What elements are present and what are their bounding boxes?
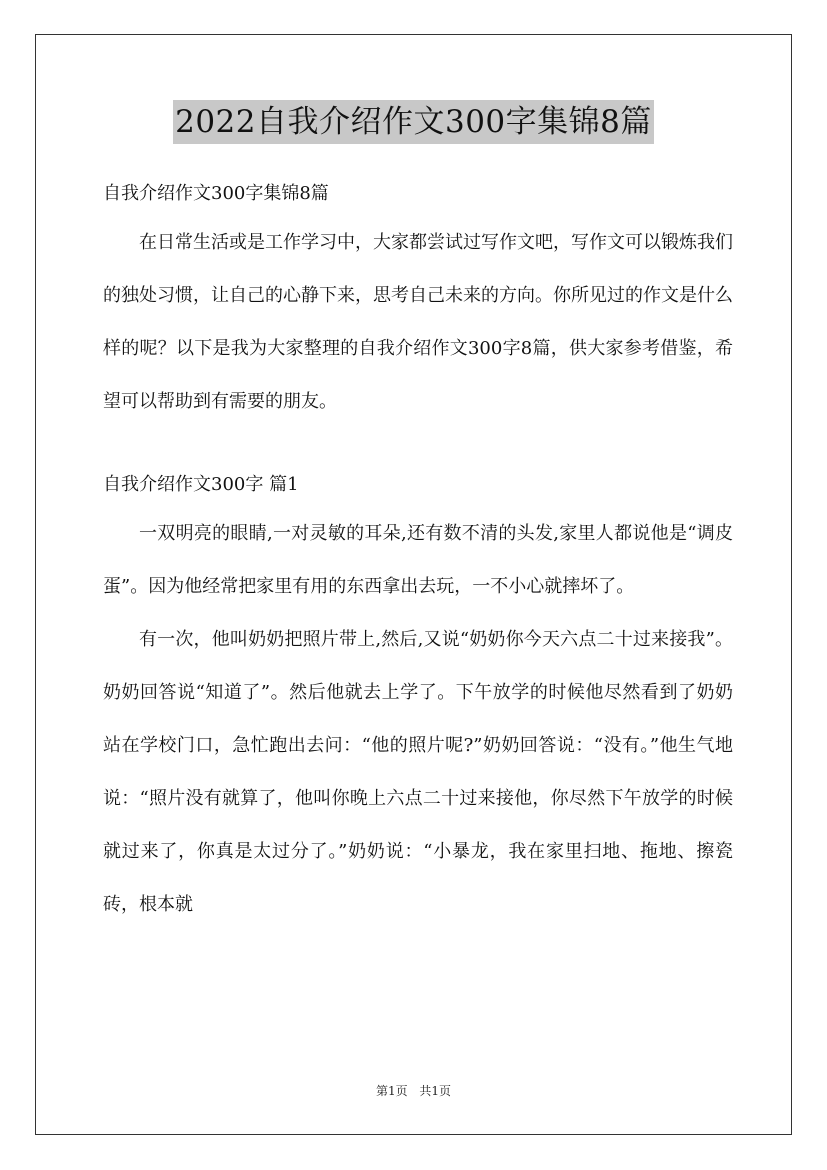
page-footer — [0, 1082, 827, 1099]
section-spacer — [103, 428, 733, 463]
title-container — [0, 100, 827, 144]
document-title: 2022自我介绍作文300字集锦8篇 — [173, 100, 654, 144]
page-number: 第1页 — [375, 1084, 408, 1098]
body-paragraph-2: 有一次，他叫奶奶把照片带上,然后,又说“奶奶你今天六点二十过来接我”。奶奶回答说“知道了”。然后他就去上学了。下午放学的时候他尽然看到了奶奶站在学校门口，急忙跑出去问：“他的照片呢?”奶奶回答说：“没有。”他生气地说：“照片没有就算了，他叫你晚上六点二十过来接他，你尽然下午放学的时候就过来了，你真是太过分了。”奶奶说：“小暴龙，我在家里扫地、拖地、擦瓷砖，根本就 — [103, 629, 733, 915]
page-total: 共1页 — [419, 1084, 452, 1098]
section-heading: 自我介绍作文300字 篇1 — [103, 474, 299, 495]
document-subtitle: 自我介绍作文300字集锦8篇 — [103, 183, 329, 204]
document-body — [103, 172, 733, 931]
intro-paragraph: 在日常生活或是工作学习中，大家都尝试过写作文吧，写作文可以锻炼我们的独处习惯，让自己的心静下来，思考自己未来的方向。你所见过的作文是什么样的呢？以下是我为大家整理的自我介绍作文300字8篇，供大家参考借鉴，希望可以帮助到有需要的朋友。 — [103, 232, 733, 412]
body-paragraph-1: 一双明亮的眼睛,一对灵敏的耳朵,还有数不清的头发,家里人都说他是“调皮蛋”。因为他经常把家里有用的东西拿出去玩，一不小心就摔坏了。 — [103, 523, 733, 597]
